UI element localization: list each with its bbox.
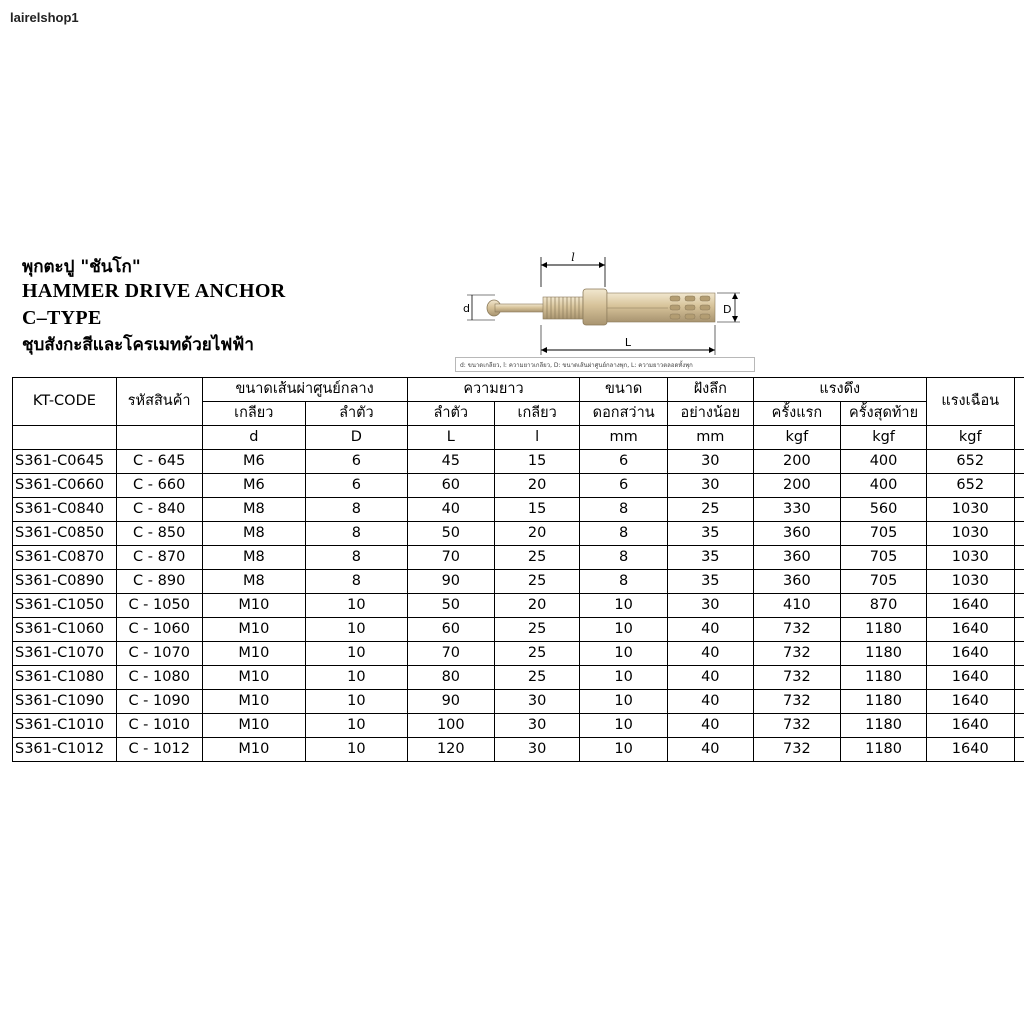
unit-L: L: [407, 426, 494, 450]
cell-embed-depth: 35: [667, 546, 753, 570]
table-row: [13, 642, 1024, 666]
header-drill-bottom: ดอกสว่าน: [580, 402, 668, 426]
cell-embed-depth: 30: [667, 594, 753, 618]
cell-pull-last: 560: [841, 498, 927, 522]
cell-pull-last: 400: [841, 474, 927, 498]
header-drill-top: ขนาด: [580, 378, 668, 402]
cell-body-diameter: 8: [306, 546, 408, 570]
header-product-code: รหัสสินค้า: [116, 378, 202, 426]
cell-body-diameter: 10: [306, 690, 408, 714]
cell-body-diameter: 8: [306, 498, 408, 522]
unit-embed: mm: [667, 426, 753, 450]
dim-label-L: L: [624, 336, 632, 349]
cell-pull-last: 1180: [841, 642, 927, 666]
dim-label-l: l: [571, 251, 575, 264]
cell-body-diameter: 6: [306, 450, 408, 474]
cell-embed-depth: 40: [667, 690, 753, 714]
cell-shear: 1640: [926, 666, 1014, 690]
header-pull-last: ครั้งสุดท้าย: [841, 402, 927, 426]
cell-thread-size: M10: [202, 666, 306, 690]
diagram-caption: d: ขนาดเกลียว, l: ความยาวเกลียว, D: ขนาดเส้นผ่าศูนย์กลางพุก, L: ความยาวตลอดทั้งพุก: [455, 357, 755, 372]
cell-drill-size: 10: [580, 594, 668, 618]
cell-length-body: 90: [407, 690, 494, 714]
cell-kt-code: S361-C1010: [13, 714, 117, 738]
cell-thread-size: M8: [202, 570, 306, 594]
unit-d: d: [202, 426, 306, 450]
cell-shear: 1030: [926, 522, 1014, 546]
cell-length-thread: 30: [494, 714, 579, 738]
cell-body-diameter: 6: [306, 474, 408, 498]
cell-kt-code: S361-C1012: [13, 738, 117, 762]
cell-thread-size: M10: [202, 618, 306, 642]
cell-drill-size: 10: [580, 618, 668, 642]
cell-pull-first: 330: [753, 498, 841, 522]
cell-product-code: C - 1080: [116, 666, 202, 690]
header-pull-first: ครั้งแรก: [753, 402, 841, 426]
header-kt-code: KT-CODE: [13, 378, 117, 426]
cell-pull-first: 360: [753, 570, 841, 594]
cell-overflow: [1014, 546, 1024, 570]
cell-overflow: [1014, 714, 1024, 738]
cell-overflow: [1014, 642, 1024, 666]
anchor-dimension-diagram: [455, 247, 757, 375]
cell-pull-last: 870: [841, 594, 927, 618]
cell-body-diameter: 10: [306, 642, 408, 666]
cell-thread-size: M8: [202, 498, 306, 522]
cell-pull-last: 705: [841, 570, 927, 594]
cell-embed-depth: 40: [667, 618, 753, 642]
cell-length-body: 90: [407, 570, 494, 594]
cell-length-thread: 25: [494, 618, 579, 642]
cell-pull-first: 360: [753, 546, 841, 570]
unit-pull-first: kgf: [753, 426, 841, 450]
header-units-row: [13, 426, 1024, 450]
cell-body-diameter: 10: [306, 666, 408, 690]
cell-shear: 1640: [926, 714, 1014, 738]
cell-overflow: [1014, 450, 1024, 474]
cell-overflow: [1014, 594, 1024, 618]
cell-length-thread: 15: [494, 450, 579, 474]
cell-length-thread: 30: [494, 738, 579, 762]
cell-length-body: 60: [407, 618, 494, 642]
cell-body-diameter: 8: [306, 570, 408, 594]
cell-overflow: [1014, 522, 1024, 546]
cell-product-code: C - 1010: [116, 714, 202, 738]
cell-drill-size: 8: [580, 546, 668, 570]
cell-length-thread: 25: [494, 666, 579, 690]
cell-thread-size: M10: [202, 594, 306, 618]
table-row: [13, 498, 1024, 522]
cell-pull-last: 1180: [841, 738, 927, 762]
cell-kt-code: S361-C1050: [13, 594, 117, 618]
cell-embed-depth: 25: [667, 498, 753, 522]
cell-pull-last: 705: [841, 546, 927, 570]
cell-pull-first: 200: [753, 474, 841, 498]
cell-body-diameter: 10: [306, 594, 408, 618]
spec-table-body: [13, 450, 1024, 762]
cell-kt-code: S361-C1090: [13, 690, 117, 714]
cell-kt-code: S361-C0870: [13, 546, 117, 570]
cell-thread-size: M8: [202, 522, 306, 546]
cell-pull-first: 200: [753, 450, 841, 474]
cell-body-diameter: 10: [306, 618, 408, 642]
unit-drill: mm: [580, 426, 668, 450]
cell-length-body: 40: [407, 498, 494, 522]
cell-overflow: [1014, 498, 1024, 522]
cell-drill-size: 10: [580, 666, 668, 690]
cell-pull-first: 732: [753, 666, 841, 690]
cell-length-thread: 20: [494, 474, 579, 498]
cell-pull-first: 732: [753, 714, 841, 738]
product-thai-name: พุกตะปู "ชันโก": [22, 257, 141, 277]
cell-shear: 1640: [926, 642, 1014, 666]
cell-length-body: 120: [407, 738, 494, 762]
cell-pull-last: 705: [841, 522, 927, 546]
cell-shear: 1030: [926, 498, 1014, 522]
cell-overflow: [1014, 618, 1024, 642]
cell-pull-first: 732: [753, 738, 841, 762]
unit-empty-2: [116, 426, 202, 450]
cell-pull-first: 360: [753, 522, 841, 546]
cell-thread-size: M8: [202, 546, 306, 570]
cell-body-diameter: 10: [306, 714, 408, 738]
cell-product-code: C - 1050: [116, 594, 202, 618]
cell-embed-depth: 30: [667, 474, 753, 498]
cell-drill-size: 6: [580, 450, 668, 474]
cell-length-body: 80: [407, 666, 494, 690]
cell-length-thread: 25: [494, 570, 579, 594]
cell-shear: 1640: [926, 594, 1014, 618]
header-body: ลำตัว: [306, 402, 408, 426]
cell-length-thread: 15: [494, 498, 579, 522]
header-length-group: ความยาว: [407, 378, 580, 402]
product-type: C–TYPE: [22, 307, 102, 329]
cell-shear: 1640: [926, 738, 1014, 762]
table-row: [13, 618, 1024, 642]
table-row: [13, 450, 1024, 474]
cell-drill-size: 8: [580, 522, 668, 546]
cell-embed-depth: 40: [667, 714, 753, 738]
cell-length-body: 50: [407, 522, 494, 546]
header-thread: เกลียว: [202, 402, 306, 426]
cell-length-body: 100: [407, 714, 494, 738]
cell-shear: 652: [926, 450, 1014, 474]
cell-thread-size: M6: [202, 474, 306, 498]
cell-kt-code: S361-C0850: [13, 522, 117, 546]
cell-embed-depth: 35: [667, 570, 753, 594]
cell-product-code: C - 1060: [116, 618, 202, 642]
header-embed-top: ฝังลึก: [667, 378, 753, 402]
cell-product-code: C - 1070: [116, 642, 202, 666]
cell-length-body: 45: [407, 450, 494, 474]
cell-pull-last: 1180: [841, 618, 927, 642]
cell-length-body: 70: [407, 642, 494, 666]
cell-embed-depth: 40: [667, 642, 753, 666]
cell-kt-code: S361-C1080: [13, 666, 117, 690]
header-diameter-group: ขนาดเส้นผ่าศูนย์กลาง: [202, 378, 407, 402]
cell-length-thread: 20: [494, 594, 579, 618]
cell-body-diameter: 8: [306, 522, 408, 546]
cell-product-code: C - 890: [116, 570, 202, 594]
unit-shear: kgf: [926, 426, 1014, 450]
header-row-1: [13, 378, 1024, 402]
cell-shear: 652: [926, 474, 1014, 498]
cell-overflow: [1014, 474, 1024, 498]
cell-thread-size: M10: [202, 738, 306, 762]
cell-embed-depth: 40: [667, 738, 753, 762]
cell-pull-first: 410: [753, 594, 841, 618]
cell-drill-size: 6: [580, 474, 668, 498]
table-row: [13, 594, 1024, 618]
header-shear: แรงเฉือน: [926, 378, 1014, 426]
header-length-thread: เกลียว: [494, 402, 579, 426]
cell-thread-size: M10: [202, 690, 306, 714]
product-english-name: HAMMER DRIVE ANCHOR: [22, 280, 286, 302]
product-finish: ชุบสังกะสีและโครเมทด้วยไฟฟ้า: [22, 335, 254, 355]
cell-pull-last: 400: [841, 450, 927, 474]
header-overflow-cell: [1014, 378, 1024, 450]
cell-kt-code: S361-C1070: [13, 642, 117, 666]
cell-length-thread: 30: [494, 690, 579, 714]
table-row: [13, 666, 1024, 690]
cell-product-code: C - 840: [116, 498, 202, 522]
cell-shear: 1640: [926, 690, 1014, 714]
cell-kt-code: S361-C0890: [13, 570, 117, 594]
cell-overflow: [1014, 666, 1024, 690]
unit-D: D: [306, 426, 408, 450]
cell-shear: 1030: [926, 546, 1014, 570]
table-row: [13, 522, 1024, 546]
cell-overflow: [1014, 690, 1024, 714]
cell-kt-code: S361-C0645: [13, 450, 117, 474]
unit-pull-last: kgf: [841, 426, 927, 450]
header-embed-bottom: อย่างน้อย: [667, 402, 753, 426]
cell-overflow: [1014, 738, 1024, 762]
table-row: [13, 714, 1024, 738]
dim-label-d: d: [463, 302, 470, 315]
header-length-body: ลำตัว: [407, 402, 494, 426]
cell-shear: 1030: [926, 570, 1014, 594]
cell-pull-first: 732: [753, 618, 841, 642]
cell-length-body: 60: [407, 474, 494, 498]
cell-product-code: C - 645: [116, 450, 202, 474]
unit-empty-1: [13, 426, 117, 450]
cell-length-thread: 25: [494, 546, 579, 570]
cell-product-code: C - 1012: [116, 738, 202, 762]
cell-length-body: 70: [407, 546, 494, 570]
cell-pull-first: 732: [753, 690, 841, 714]
shop-watermark: lairelshop1: [10, 10, 79, 25]
cell-thread-size: M10: [202, 642, 306, 666]
cell-kt-code: S361-C0660: [13, 474, 117, 498]
cell-drill-size: 10: [580, 690, 668, 714]
unit-l: l: [494, 426, 579, 450]
cell-overflow: [1014, 570, 1024, 594]
cell-product-code: C - 660: [116, 474, 202, 498]
cell-thread-size: M10: [202, 714, 306, 738]
anchor-spec-table: [12, 377, 1024, 762]
cell-body-diameter: 10: [306, 738, 408, 762]
cell-embed-depth: 40: [667, 666, 753, 690]
table-row: [13, 546, 1024, 570]
cell-embed-depth: 30: [667, 450, 753, 474]
cell-pull-last: 1180: [841, 690, 927, 714]
table-row: [13, 738, 1024, 762]
cell-product-code: C - 850: [116, 522, 202, 546]
cell-drill-size: 10: [580, 714, 668, 738]
cell-pull-first: 732: [753, 642, 841, 666]
cell-pull-last: 1180: [841, 714, 927, 738]
cell-shear: 1640: [926, 618, 1014, 642]
cell-pull-last: 1180: [841, 666, 927, 690]
cell-product-code: C - 1090: [116, 690, 202, 714]
cell-drill-size: 8: [580, 498, 668, 522]
table-row: [13, 474, 1024, 498]
dim-label-D: D: [723, 303, 732, 316]
cell-drill-size: 10: [580, 642, 668, 666]
cell-drill-size: 8: [580, 570, 668, 594]
cell-thread-size: M6: [202, 450, 306, 474]
cell-drill-size: 10: [580, 738, 668, 762]
cell-length-thread: 20: [494, 522, 579, 546]
table-row: [13, 570, 1024, 594]
cell-length-body: 50: [407, 594, 494, 618]
cell-length-thread: 25: [494, 642, 579, 666]
cell-product-code: C - 870: [116, 546, 202, 570]
cell-embed-depth: 35: [667, 522, 753, 546]
header-pull-group: แรงดึง: [753, 378, 926, 402]
product-title-block: [22, 256, 285, 358]
cell-kt-code: S361-C0840: [13, 498, 117, 522]
table-row: [13, 690, 1024, 714]
cell-kt-code: S361-C1060: [13, 618, 117, 642]
